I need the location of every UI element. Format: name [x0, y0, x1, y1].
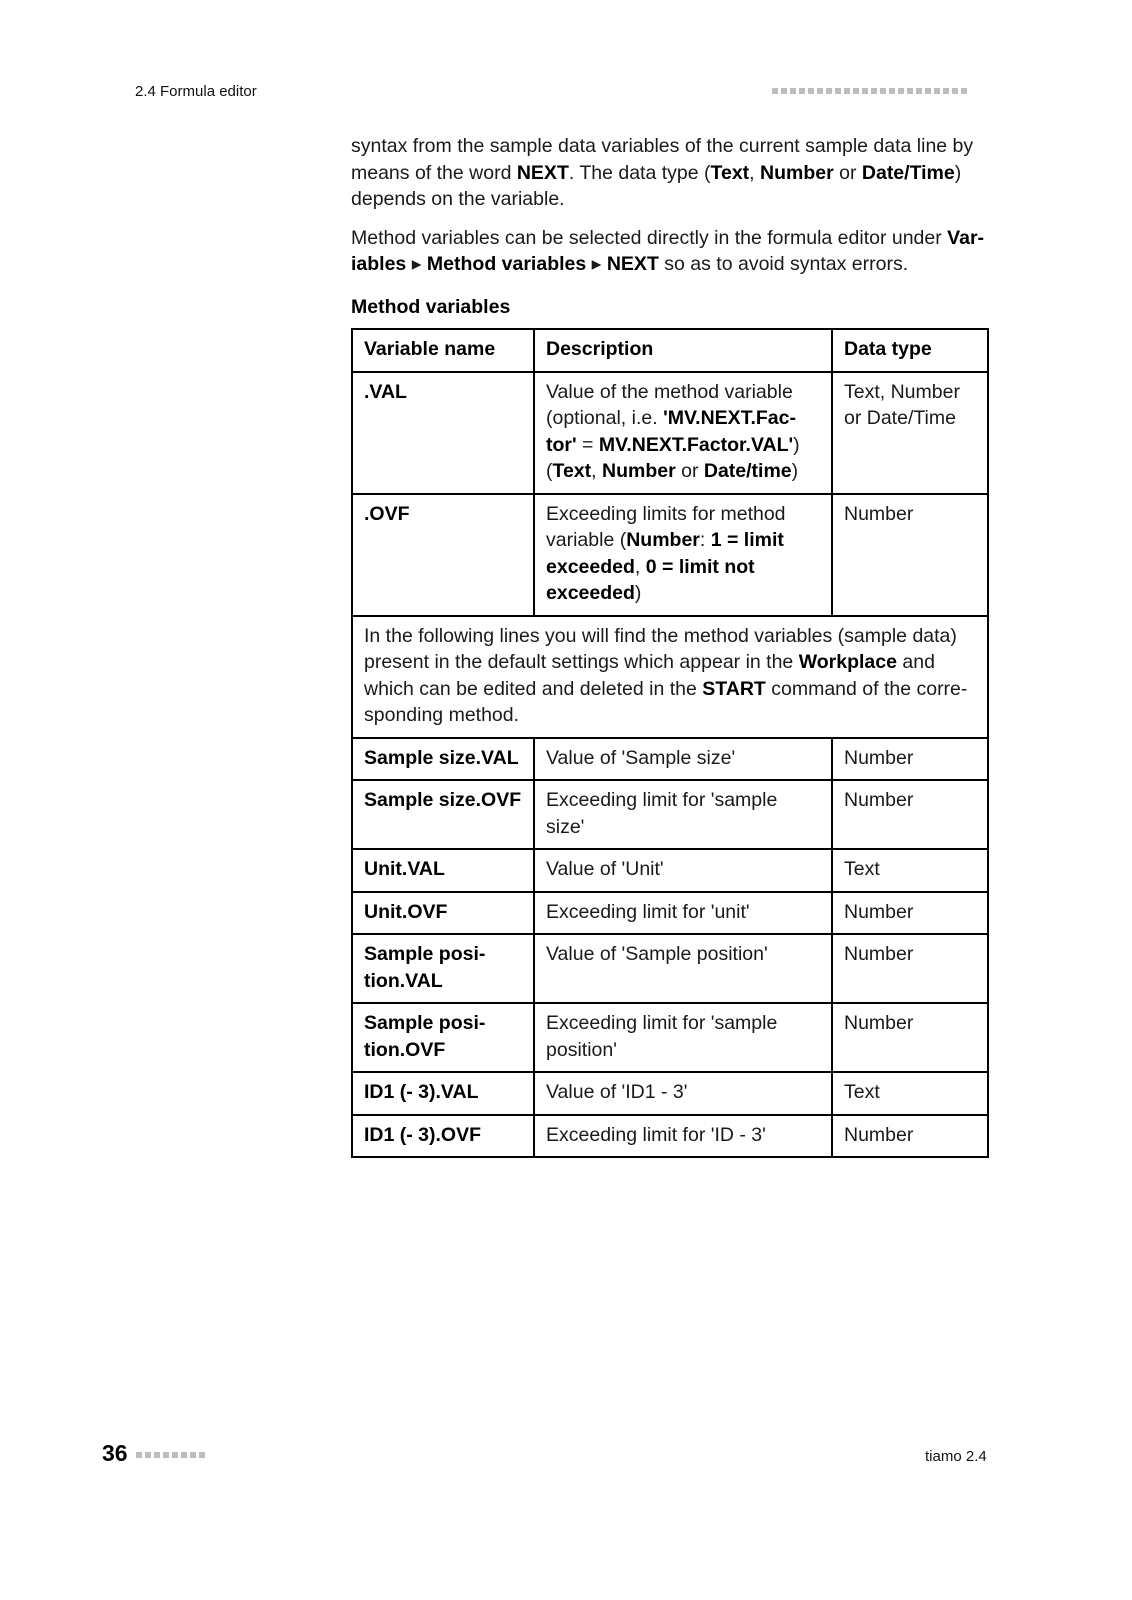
text-span: ) (: [546, 433, 800, 482]
text-span: Value of the method variable (optional, i.e.: [546, 380, 793, 429]
data-type-cell: Text: [832, 849, 988, 892]
column-header-variable-name: Variable name: [352, 329, 534, 372]
table-row: [352, 738, 988, 781]
data-type-cell: Text, Number or Date/Time: [832, 372, 988, 494]
text-span: or: [675, 460, 704, 482]
text-span: Text: [552, 460, 592, 482]
description-cell: Value of 'Sample size': [534, 738, 832, 781]
text-span: Exceeding limits for method variable (: [546, 502, 786, 551]
text-span: ): [791, 460, 799, 482]
table-row: [352, 849, 988, 892]
text-span: 0 = limit not exceeded: [546, 555, 755, 604]
keyword-text: Text: [710, 161, 750, 184]
data-type-cell: Number: [832, 780, 988, 849]
variable-name-cell: Sample size.OVF: [352, 780, 534, 849]
variable-name-cell: ID1 (- 3).OVF: [352, 1115, 534, 1158]
data-type-cell: Number: [832, 1003, 988, 1072]
keyword-start: START: [702, 677, 766, 700]
text-span: or: [833, 161, 862, 184]
text-span: and which can be edited and deleted in the: [364, 651, 935, 700]
variable-name-cell: Sample size.VAL: [352, 738, 534, 781]
variable-name-cell: Sample position.OVF: [352, 1003, 534, 1072]
data-type-cell: Number: [832, 934, 988, 1003]
text-span: . The data type (: [568, 161, 711, 184]
description-cell: [534, 372, 832, 494]
table-row: [352, 892, 988, 935]
text-span: command of the corresponding method.: [364, 677, 968, 726]
footer-product-name: tiamo 2.4: [925, 1448, 987, 1465]
variable-name-cell: Sample position.VAL: [352, 934, 534, 1003]
description-cell: [534, 494, 832, 616]
data-type-cell: Text: [832, 1072, 988, 1115]
text-span: ,: [591, 460, 602, 482]
table-header-row: [352, 329, 988, 372]
table-note-cell: [352, 616, 988, 738]
description-cell: Exceeding limit for 'ID - 3': [534, 1115, 832, 1158]
data-type-cell: Number: [832, 1115, 988, 1158]
text-span: Date/time: [703, 460, 792, 482]
intro-paragraph-2: [351, 225, 987, 278]
page-number: 36: [102, 1440, 128, 1466]
intro-paragraph-1: [351, 133, 987, 213]
menu-path-variables: Variables: [351, 226, 985, 275]
text-span: MV.NEXT.Factor.VAL': [598, 433, 794, 456]
text-span: ) depends on the variable.: [351, 161, 962, 210]
keyword-next: NEXT: [516, 161, 569, 184]
variable-name-cell: Unit.VAL: [352, 849, 534, 892]
variable-name-cell: ID1 (- 3).VAL: [352, 1072, 534, 1115]
description-cell: Exceeding limit for 'sample position': [534, 1003, 832, 1072]
table-row: [352, 494, 988, 616]
text-span: Number: [602, 460, 676, 482]
keyword-datetime: Date/Time: [861, 161, 955, 184]
table-row: [352, 1003, 988, 1072]
data-type-cell: Number: [832, 892, 988, 935]
text-span: so as to avoid syntax errors.: [658, 253, 909, 275]
keyword-number: Number: [760, 161, 834, 184]
variable-name-cell: .OVF: [352, 494, 534, 616]
table-row: [352, 934, 988, 1003]
footer-dot-bar: [136, 1452, 205, 1458]
data-type-cell: Number: [832, 494, 988, 616]
description-cell: Value of 'ID1 - 3': [534, 1072, 832, 1115]
variable-name-cell: Unit.OVF: [352, 892, 534, 935]
method-variables-table: [351, 328, 989, 1158]
table-row: [352, 1072, 988, 1115]
text-span: In the following lines you will find the method variables (sample data) present in the default settings which appear in the: [364, 624, 957, 673]
menu-path-method-variables: Method variables: [426, 253, 587, 275]
text-span: =: [576, 433, 599, 456]
text-span: 1 = limit exceeded: [546, 529, 784, 578]
description-cell: Value of 'Unit': [534, 849, 832, 892]
text-span: ): [634, 582, 642, 604]
description-cell: Value of 'Sample position': [534, 934, 832, 1003]
table-row: [352, 1115, 988, 1158]
text-span: Method variables can be selected directly in the formula editor under: [351, 226, 948, 249]
text-span: ,: [634, 555, 646, 578]
text-span: 'MV.NEXT.Factor': [546, 407, 796, 456]
text-span: syntax from the sample data variables of the current sample data line by means of the word: [351, 135, 974, 184]
keyword-workplace: Workplace: [798, 651, 897, 673]
table-row: [352, 780, 988, 849]
variable-name-cell: .VAL: [352, 372, 534, 494]
menu-arrow-icon: ▸: [406, 253, 427, 275]
table-row: [352, 372, 988, 494]
running-header-title: 2.4 Formula editor: [135, 83, 257, 100]
table-note-row: [352, 616, 988, 738]
column-header-description: Description: [534, 329, 832, 372]
text-span: :: [699, 529, 711, 551]
description-cell: Exceeding limit for 'sample size': [534, 780, 832, 849]
data-type-cell: Number: [832, 738, 988, 781]
column-header-data-type: Data type: [832, 329, 988, 372]
menu-arrow-icon: ▸: [586, 253, 607, 275]
header-dot-bar: [772, 88, 967, 94]
menu-path-next: NEXT: [606, 253, 659, 275]
description-cell: Exceeding limit for 'unit': [534, 892, 832, 935]
table-title: Method variables: [351, 295, 511, 318]
main-content: [351, 133, 987, 1158]
text-span: Number: [626, 529, 700, 551]
text-span: ,: [749, 161, 761, 184]
